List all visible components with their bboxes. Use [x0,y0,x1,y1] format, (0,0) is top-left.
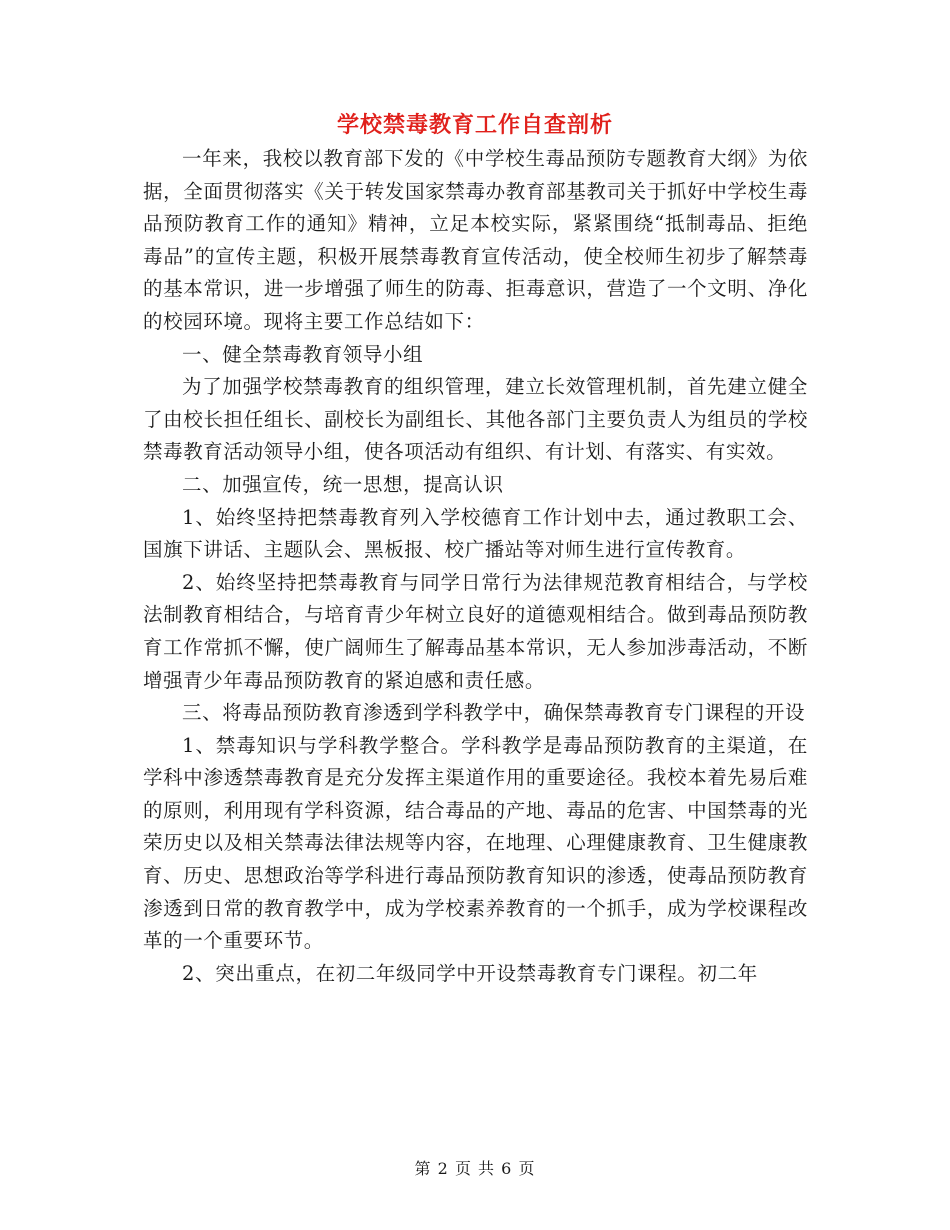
footer-page-unit: 页 [454,1159,472,1178]
heading-section-2: 二、加强宣传，统一思想，提高认识 [182,472,504,496]
footer-total-pages: 6 [501,1159,513,1178]
heading-section-1: 一、健全禁毒教育领导小组 [182,342,424,366]
page-footer [0,1156,950,1179]
paragraph-intro: 一年来，我校以教育部下发的《中学校生毒品预防专题教育大纲》为依据，全面贯彻落实《关于转发国家禁毒办教育部基教司关于抓好中学校生毒品预防教育工作的通知》精神，立足本校实际，紧紧围绕“抵制毒品、拒绝毒品”的宣传主题，积极开展禁毒教育宣传活动，使全校师生初步了解禁毒的基本常识，进一步增强了师生的防毒、拒毒意识，营造了一个文明、净化的校园环境。现将主要工作总结如下： [143,147,808,333]
footer-total-label: 共 [478,1159,496,1178]
footer-total-unit: 页 [518,1159,536,1178]
document-title: 学校禁毒教育工作自查剖析 [336,113,613,138]
paragraph-section-2-item-1: 1、始终坚持把禁毒教育列入学校德育工作计划中去，通过教职工会、国旗下讲话、主题队会、黑板报、校广播站等对师生进行宣传教育。 [143,505,808,562]
paragraph-section-1: 为了加强学校禁毒教育的组织管理，建立长效管理机制，首先建立健全了由校长担任组长、副校长为副组长、其他各部门主要负责人为组员的学校禁毒教育活动领导小组，使各项活动有组织、有计划、有落实、有实效。 [143,375,808,464]
document-body [143,143,808,990]
heading-section-3: 三、将毒品预防教育渗透到学科教学中，确保禁毒教育专门课程的开设 [182,701,806,725]
footer-current-page: 2 [437,1159,449,1178]
paragraph-section-2-item-2: 2、始终坚持把禁毒教育与同学日常行为法律规范教育相结合，与学校法制教育相结合，与培育青少年树立良好的道德观相结合。做到毒品预防教育工作常抓不懈，使广阔师生了解毒品基本常识，无人参加涉毒活动，不断增强青少年毒品预防教育的紧迫感和责任感。 [143,570,808,692]
paragraph-section-3-item-1: 1、禁毒知识与学科教学整合。学科教学是毒品预防教育的主渠道，在学科中渗透禁毒教育是充分发挥主渠道作用的重要途径。我校本着先易后难的原则，利用现有学科资源，结合毒品的产地、毒品的危害、中国禁毒的光荣历史以及相关禁毒法律法规等内容，在地理、心理健康教育、卫生健康教育、历史、思想政治等学科进行毒品预防教育知识的渗透，使毒品预防教育渗透到日常的教育教学中，成为学校素养教育的一个抓手，成为学校课程改革的一个重要环节。 [143,733,808,953]
paragraph-section-3-item-2: 2、突出重点，在初二年级同学中开设禁毒教育专门课程。初二年 [182,961,758,985]
footer-page-label: 第 [414,1159,432,1178]
